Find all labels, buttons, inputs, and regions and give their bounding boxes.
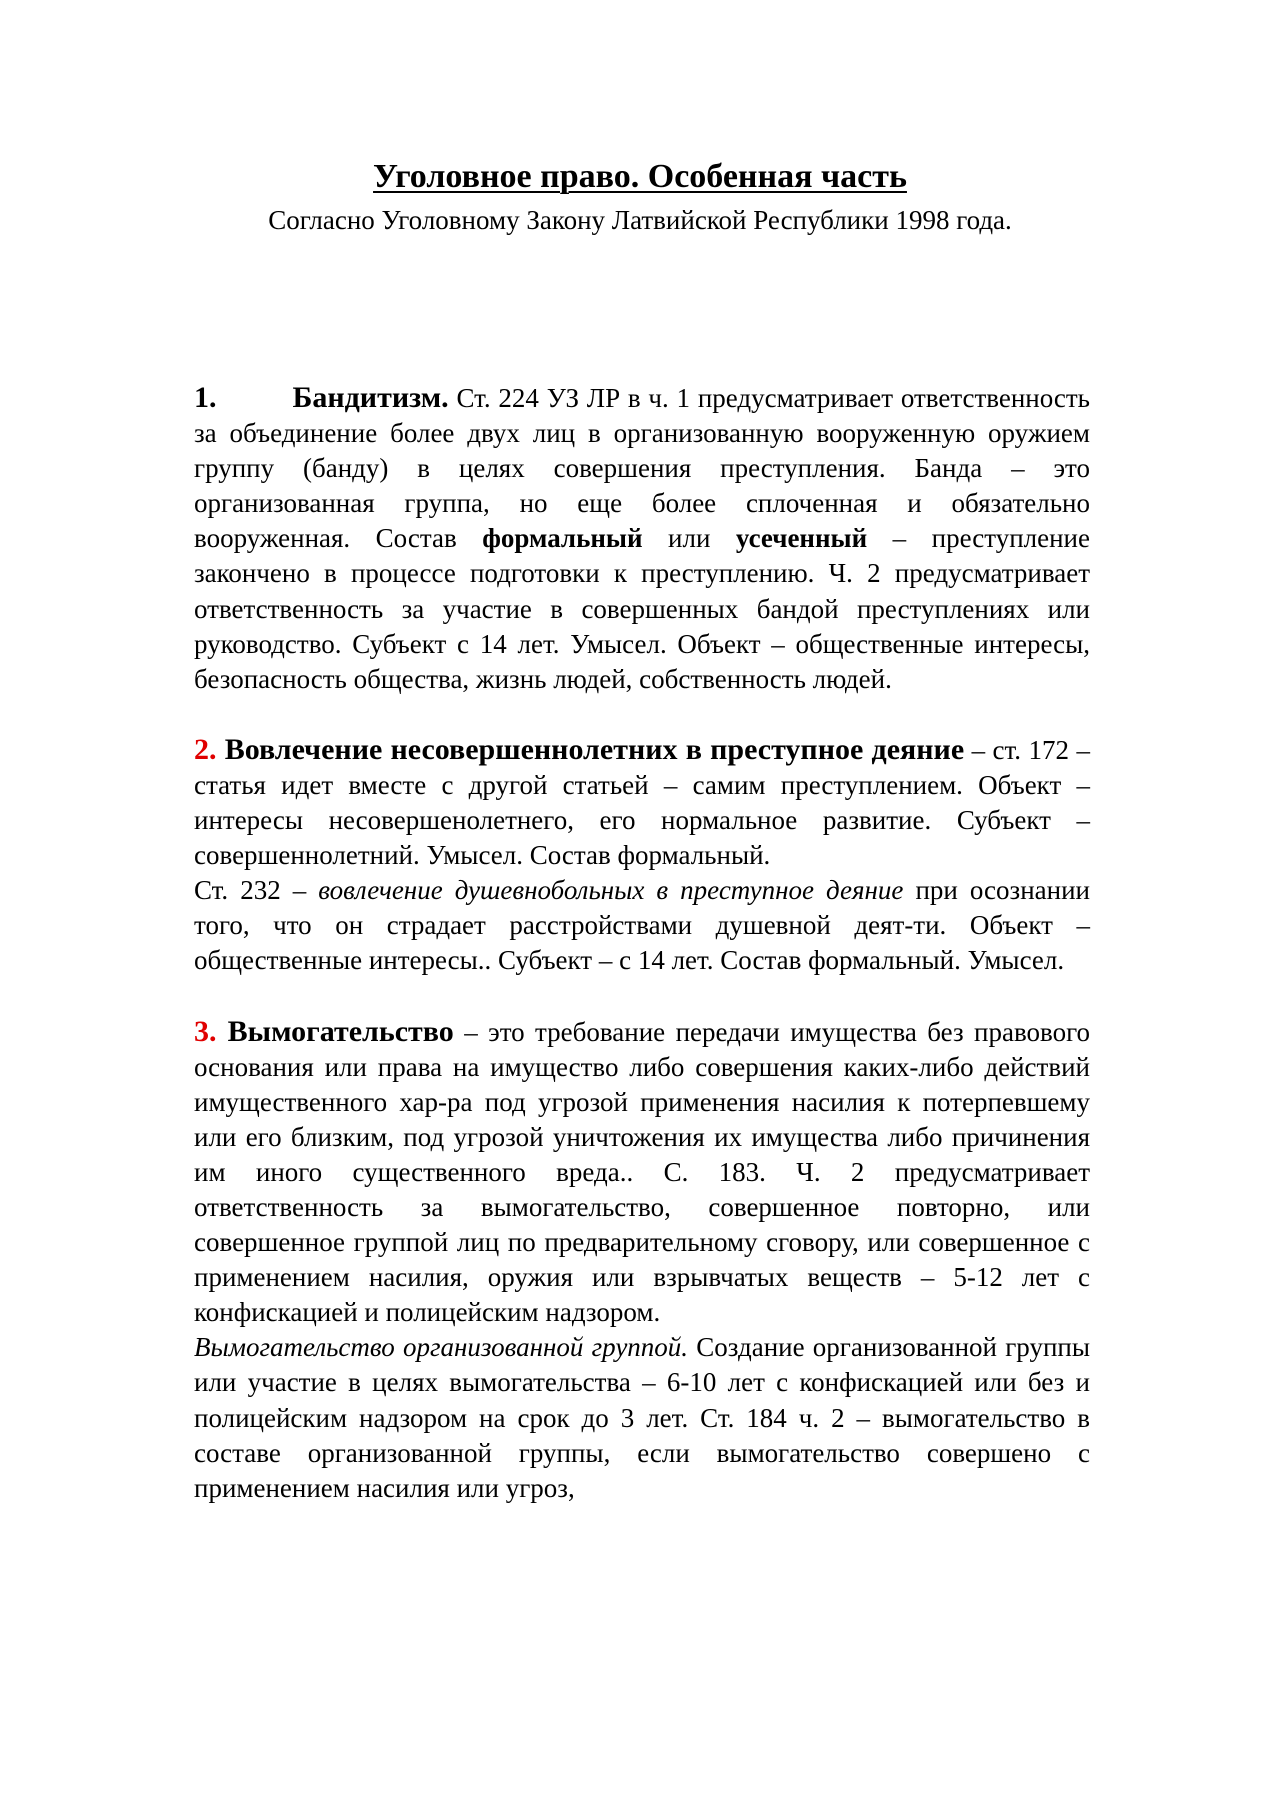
section-1-text-b: или xyxy=(642,523,736,554)
section-1-bold-formal: формальный xyxy=(482,523,643,554)
section-3-p2-rest: Создание организованной группы или участие в целях вымогательства – 6-10 лет с конфискацией или без и полицейским надзором на срок до 3 лет. Ст. 184 ч. 2 – вымогательство в составе организованной группы, если вымогательство совершено с применением насилия или угроз, xyxy=(194,1332,1090,1503)
document-body xyxy=(194,380,1090,1506)
section-3 xyxy=(194,1014,1090,1331)
section-1-number: 1. xyxy=(194,381,217,414)
section-1-text-c: – преступление закончено в процессе подготовки к преступлению. Ч. 2 предусматривает ответственность за участие в совершенных бандой преступлениях или руководство. Субъект с 14 лет. Умысел. Объект – общественные интересы, безопасность общества, жизнь людей, собственность людей. xyxy=(194,523,1090,694)
section-3-number: 3. xyxy=(194,1014,217,1048)
section-2-p2-rest: при осознании того, что он страдает расстройствами душевной деят-ти. Объект – общественные интересы.. Субъект – с 14 лет. Состав формальный. Умысел. xyxy=(194,875,1090,976)
section-2-number: 2. xyxy=(194,732,217,766)
document-subtitle: Согласно Уголовному Закону Латвийской Республики 1998 года. xyxy=(268,205,1012,235)
document-title: Уголовное право. Особенная часть xyxy=(373,158,907,195)
section-2-paragraph-2 xyxy=(194,873,1090,978)
section-2-text: – ст. 172 – статья идет вместе с другой статьей – самим преступлением. Объект – интересы несовершенолетнего, его нормальное развитие. Субъект – совершеннолетний. Умысел. Состав формальный. xyxy=(194,734,1090,871)
section-3-p2-italic: Вымогательство организованной группой. xyxy=(194,1332,689,1363)
section-2-heading: Вовлечение несовершеннолетних в преступное деяние xyxy=(216,732,965,766)
section-1-heading: Бандитизм. xyxy=(292,381,449,414)
section-2 xyxy=(194,732,1090,873)
section-1-bold-truncated: усеченный xyxy=(735,523,868,554)
section-3-heading: Вымогательство xyxy=(216,1014,454,1048)
section-1 xyxy=(194,380,1090,697)
section-2-p2-italic: вовлечение душевнобольных в преступное деяние xyxy=(318,875,904,906)
section-2-p2-start: Ст. 232 – xyxy=(194,875,319,906)
section-1-text-a: Ст. 224 УЗ ЛР в ч. 1 предусматривает ответственность за объединение более двух лиц в организованную вооруженную оружием группу (банду) в целях совершения преступления. Банда – это организованная группа, но еще более сплоченная и обязательно вооруженная. Состав xyxy=(194,383,1090,554)
section-3-text: – это требование передачи имущества без правового основания или права на имущество либо совершения каких-либо действий имущественного хар-ра под угрозой применения насилия к потерпевшему или его близким, под угрозой уничтожения их имущества либо причинения им иного существенного вреда.. С. 183. Ч. 2 предусматривает ответственность за вымогательство, совершенное повторно, или совершенное группой лиц по предварительному сговору, или совершенное с применением насилия, оружия или взрывчатых веществ – 5-12 лет с конфискацией и полицейским надзором. xyxy=(194,1016,1090,1328)
section-3-paragraph-2 xyxy=(194,1330,1090,1505)
